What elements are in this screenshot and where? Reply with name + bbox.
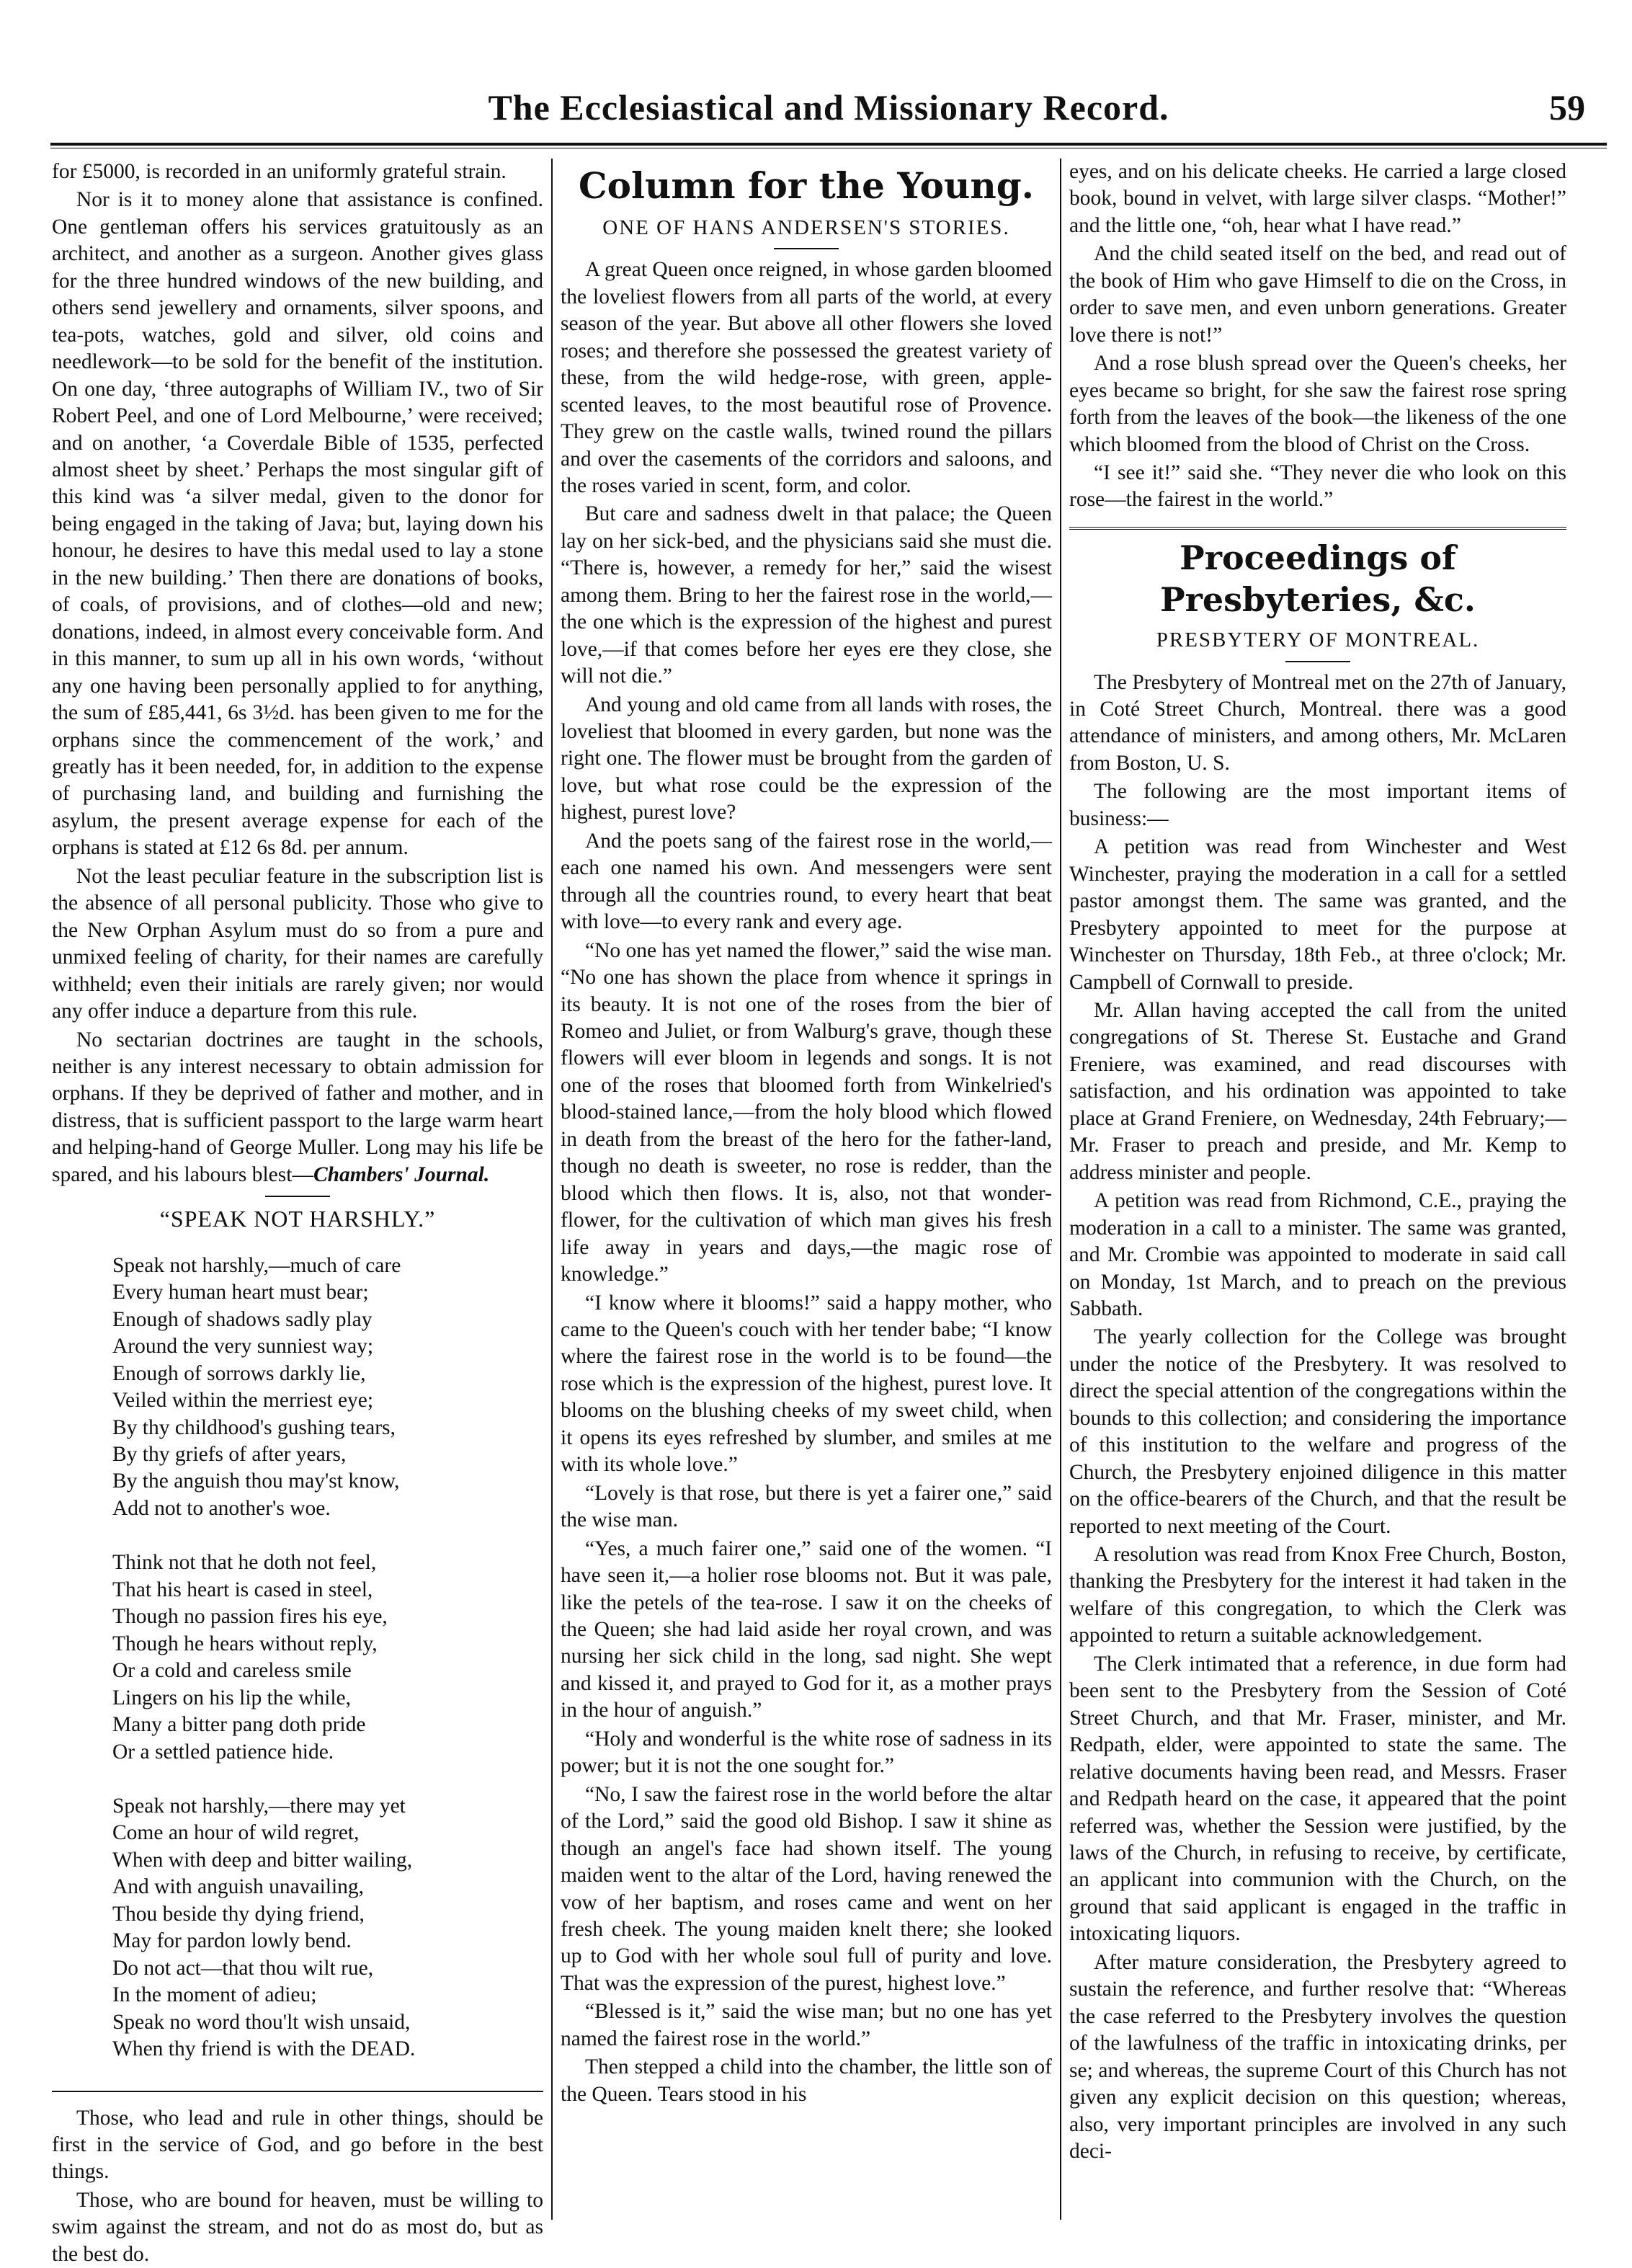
poem-line: Do not act—that thou wilt rue, [112, 1956, 374, 1980]
poem-line: And with anguish unavailing, [112, 1875, 365, 1899]
paragraph: The Clerk intimated that a reference, in due form had been sent to the Presbytery from the Session of Coté Street Church, and that Mr. Fraser, minister, and Mr. Redpath, elder, were appointed to state the same. The relative documents having been read, and Messrs. Fraser and Redpath heard on the case, it appeared that the point referred was, whether the Session were justified, by the laws of the Church, in refusing to receive, by certificate, an applicant into communion with the Church, on the ground that said applicant is engaged in the traffic in intoxicating liquors. [1069, 1652, 1566, 1946]
poem-line: Though no passion fires his eye, [112, 1605, 388, 1629]
paragraph: And the poets sang of the fairest rose in the world,—each one named his own. And messengers were sent through all the countries round, to every heart that beat with love—to every rank and every age. [561, 829, 1052, 934]
journal-title: The Ecclesiastical and Missionary Record. [488, 87, 1169, 128]
section-rule [1285, 661, 1350, 662]
poem-line: Many a bitter pang doth pride [112, 1713, 366, 1737]
paragraph: “I know where it blooms!” said a happy mother, who came to the Queen's couch with her tender babe; “I know where the fairest rose in the world is to be found—the rose which is the expression of the highest, purest love. It blooms on the blushing cheeks of my sweet child, when it opens its eyes refreshed by slumber, and smiles at me with its whole love.” [561, 1291, 1052, 1477]
paragraph: A petition was read from Winchester and West Winchester, praying the moderation in a call for a settled pastor amongst them. The same was granted, and the Presbytery appointed to meet for the purpose at Winchester on Thursday, 18th Feb., at three o'clock; Mr. Campbell of Cornwall to preside. [1069, 835, 1566, 994]
paragraph: A resolution was read from Knox Free Church, Boston, thanking the Presbytery for the interest it had taken in the welfare of this congregation, to which the Clerk was appointed to return a suitable acknowledgement. [1069, 1543, 1566, 1647]
paragraph: “Holy and wonderful is the white rose of sadness in its power; but it is not the one sought for.” [561, 1727, 1052, 1778]
poem-line: Every human heart must bear; [112, 1281, 369, 1304]
article-title: PRESBYTERY OF MONTREAL. [1156, 628, 1480, 652]
poem-line: Or a cold and careless smile [112, 1659, 352, 1683]
paragraph: Nor is it to money alone that assistance is confined. One gentleman offers his services gratuitously as an architect, and another as a surgeon. Another gives glass for the three hundred windows of the new building, and others send jewellery and ornaments, silver spoons, and tea-pots, watches, gold and silver, old coins and needlework—to be sold for the benefit of the institution. On one day, ‘three autographs of William IV., two of Sir Robert Peel, and one of Lord Melbourne,’ were received; and on another, ‘a Coverdale Bible of 1535, perfected almost sheet by sheet.’ Perhaps the most singular gift of this kind was ‘a silver medal, given to the donor for being engaged in the taking of Java; but, laying down his honour, he desires to have this medal used to lay a stone in the new building.’ Then there are donations of books, of coals, of provisions, and of clothes—old and new; donations, indeed, in almost every conceivable form. And in this manner, to sum up all in his own words, ‘without any one having been personally applied to for anything, the sum of £85,441, 6s 3½d. has been given to me for the orphans since the commencement of the work,’ and greatly has it been needed, for, in addition to the expense of purchasing land, and building and furnishing the asylum, the present average expense for each of the orphans is stated at £12 6s 8d. per annum. [52, 188, 543, 860]
poem-line: May for pardon lowly bend. [112, 1929, 352, 1953]
poem-line: That his heart is cased in steel, [112, 1578, 373, 1601]
section-heading: Column for the Young. [578, 164, 1035, 207]
poem-line: Add not to another's woe. [112, 1496, 331, 1520]
paragraph: But care and sadness dwelt in that palace; the Queen lay on her sick-bed, and the physicians said she must die. “There is, however, a remedy for her,” said the wisest among them. Bring to her the fairest rose in the world,—the one which is the expression of the highest and purest love,—if that comes before her eyes ere they close, she will not die.” [561, 502, 1052, 688]
poem-line: When thy friend is with the DEAD. [112, 2037, 416, 2061]
paragraph: “Blessed is it,” said the wise man; but no one has yet named the fairest rose in the world.” [561, 2000, 1052, 2050]
poem-line: Veiled within the merriest eye; [112, 1389, 374, 1413]
paragraph: for £5000, is recorded in an uniformly grateful strain. [52, 160, 507, 183]
paragraph: Those, who are bound for heaven, must be willing to swim against the stream, and not do as most do, but as the best do. [52, 2188, 543, 2266]
column-right [1069, 159, 1566, 2220]
poem-line: When with deep and bitter wailing, [112, 1848, 413, 1872]
page-number: 59 [1549, 87, 1585, 128]
paragraph: “I see it!” said she. “They never die who look on this rose—the fairest in the world.” [1069, 461, 1566, 512]
paragraph: “Yes, a much fairer one,” said one of the women. “I have seen it,—a holier rose blooms not. But it was pale, like the petels of the tea-rose. I saw it on the cheeks of the Queen; she had laid aside her royal crown, and was nursing her sick child in the long, sad night. She wept and kissed it, and prayed to God for it, as a mother prays in the hour of anguish.” [561, 1537, 1052, 1722]
paragraph: And the child seated itself on the bed, and read out of the book of Him who gave Himself to die on the Cross, in order to save men, and even unborn generations. Greater love there is not!” [1069, 242, 1566, 347]
poem-stanza [112, 1253, 543, 1523]
section-rule [265, 1196, 330, 1197]
column-middle [561, 159, 1052, 2220]
poem-line: Speak no word thou'lt wish unsaid, [112, 2010, 411, 2034]
paragraph: The yearly collection for the College was brought under the notice of the Presbytery. It was resolved to direct the special attention of the congregations within the bounds to this collection; and considering the importance of this institution to the welfare and progress of the Church, the Presbytery enjoined diligence in this matter on the office-bearers of the Church, and that the result be reported to next meeting of the Court. [1069, 1325, 1566, 1538]
poem-line: Think not that he doth not feel, [112, 1551, 377, 1575]
poem-line: Enough of shadows sadly play [112, 1307, 373, 1331]
poem-line: By thy childhood's gushing tears, [112, 1415, 396, 1439]
header-rule [50, 143, 1607, 146]
paragraph: Mr. Allan having accepted the call from the united congregations of St. Therese St. Eustache and Grand Freniere, was examined, and read discourses with satisfaction, and his ordination was appointed to take place at Grand Freniere, on Wednesday, 24th February;—Mr. Fraser to preach and preside, and Mr. Kemp to address minister and people. [1069, 998, 1566, 1184]
column-divider [551, 159, 553, 2220]
poem-line: Around the very sunniest way; [112, 1335, 374, 1358]
poem-stanza [112, 1793, 543, 2063]
poem-title: “SPEAK NOT HARSHLY.” [159, 1206, 436, 1232]
section-rule [774, 248, 839, 249]
paragraph: “No one has yet named the flower,” said the wise man. “No one has shown the place from whence it springs in its beauty. It is not one of the roses from the bier of Romeo and Juliet, or from Walburg's grave, though these flowers will ever bloom in legends and songs. It is not one of the roses that bloomed forth from Winkelried's blood-stained lance,—from the holy blood which flowed in death from the breast of the hero for the father-land, though no death is sweeter, no rose is redder, than the blood which then flows. It is, also, not that wonder-flower, for the cultivation of which man gives his fresh life away in years and days,—the magic rose of knowledge.” [561, 938, 1052, 1286]
paragraph: And young and old came from all lands with roses, the loveliest that bloomed in every garden, but none was the right one. The flower must be brought from the garden of love, but what rose could be the expression of the highest, purest love? [561, 693, 1052, 824]
poem-line: Come an hour of wild regret, [112, 1821, 360, 1845]
section-rule [1069, 527, 1566, 530]
paragraph: The following are the most important items of business:— [1069, 780, 1566, 830]
poem-stanza [112, 1549, 543, 1766]
paragraph: “Lovely is that rose, but there is yet a fairer one,” said the wise man. [561, 1481, 1052, 1532]
page-header [50, 79, 1607, 137]
paragraph: Those, who lead and rule in other things, should be first in the service of God, and go before in the best things. [52, 2106, 543, 2184]
paragraph: eyes, and on his delicate cheeks. He carried a large closed book, bound in velvet, with large silver clasps. “Mother!” and the little one, “oh, hear what I have read.” [1069, 160, 1566, 237]
paragraph: Not the least peculiar feature in the subscription list is the absence of all personal publicity. Those who give to the New Orphan Asylum must do so from a pure and unmixed feeling of charity, for their names are carefully withheld; even their initials are rarely given; nor would any offer induce a departure from this rule. [52, 864, 543, 1023]
poem-line: Enough of sorrows darkly lie, [112, 1361, 366, 1385]
poem-line: Though he hears without reply, [112, 1632, 378, 1655]
poem-line: Lingers on his lip the while, [112, 1686, 352, 1709]
paragraph: Then stepped a child into the chamber, the little son of the Queen. Tears stood in his [561, 2055, 1052, 2106]
column-divider [1060, 159, 1061, 2220]
paragraph-text: No sectarian doctrines are taught in the schools, neither is any interest necessary to obtain admission for orphans. If they be deprived of father and mother, and in distress, that is sufficient passport to the large warm heart and helping-hand of George Muller. Long may his life be spared, and his labours blest— [52, 1028, 543, 1186]
poem-line: By thy griefs of after years, [112, 1443, 347, 1467]
poem-line: By the anguish thou may'st know, [112, 1469, 400, 1493]
paragraph: A petition was read from Richmond, C.E., praying the moderation in a call to a minister. The same was granted, and Mr. Crombie was appointed to moderate in said call on Monday, 1st March, and to preach on the previous Sabbath. [1069, 1189, 1566, 1320]
paragraph: The Presbytery of Montreal met on the 27th of January, in Coté Street Church, Montreal. there was a good attendance of ministers, and among others, Mr. McLaren from Boston, U. S. [1069, 670, 1566, 775]
poem-line: Thou beside thy dying friend, [112, 1902, 365, 1926]
poem-line: Speak not harshly,—much of care [112, 1253, 401, 1277]
paragraph: And a rose blush spread over the Queen's cheeks, her eyes became so bright, for she saw the fairest rose spring forth from the leaves of the book—the likeness of the one which bloomed from the blood of Christ on the Cross. [1069, 352, 1566, 456]
paragraph: After mature consideration, the Presbytery agreed to sustain the reference, and further resolve that: “Whereas the case referred to the Presbytery involves the question of the lawfulness of the traffic in intoxicating drinks, per se; and whereas, the supreme Court of this Church has not given any explicit decision on this question; whereas, also, very important principles are involved in any such deci- [1069, 1950, 1566, 2163]
poem-line: Or a settled patience hide. [112, 1740, 334, 1764]
article-title: ONE OF HANS ANDERSEN'S STORIES. [602, 215, 1010, 239]
section-rule [52, 2091, 543, 2092]
paragraph: “No, I saw the fairest rose in the world before the altar of the Lord,” said the good old Bishop. I saw it shine as though an angel's face had shown itself. The young maiden went to the altar of the Lord, having renewed the vow of her baptism, and roses came and went on her fresh cheek. The young maiden knelt there; she looked up to God with her whole soul full of purity and love. That was the expression of the purest, highest love.” [561, 1782, 1052, 1995]
source-signature: Chambers' Journal. [313, 1162, 490, 1186]
poem-line: Speak not harshly,—there may yet [112, 1795, 406, 1818]
poem-line: In the moment of adieu; [112, 1983, 317, 2007]
paragraph [52, 1027, 543, 1189]
paragraph: A great Queen once reigned, in whose garden bloomed the loveliest flowers from all parts of the world, at every season of the year. But above all other flowers she loved roses; and therefore she possessed the greatest variety of these, from the wild hedge-rose, with green, apple-scented leaves, to the most beautiful rose of Provence. They grew on the castle walls, twined round the pillars and over the casements of the corridors and saloons, and the roses varied in scent, form, and color. [561, 258, 1052, 497]
column-left [52, 159, 543, 2266]
section-heading: Proceedings of Presbyteries, &c. [1160, 538, 1476, 620]
